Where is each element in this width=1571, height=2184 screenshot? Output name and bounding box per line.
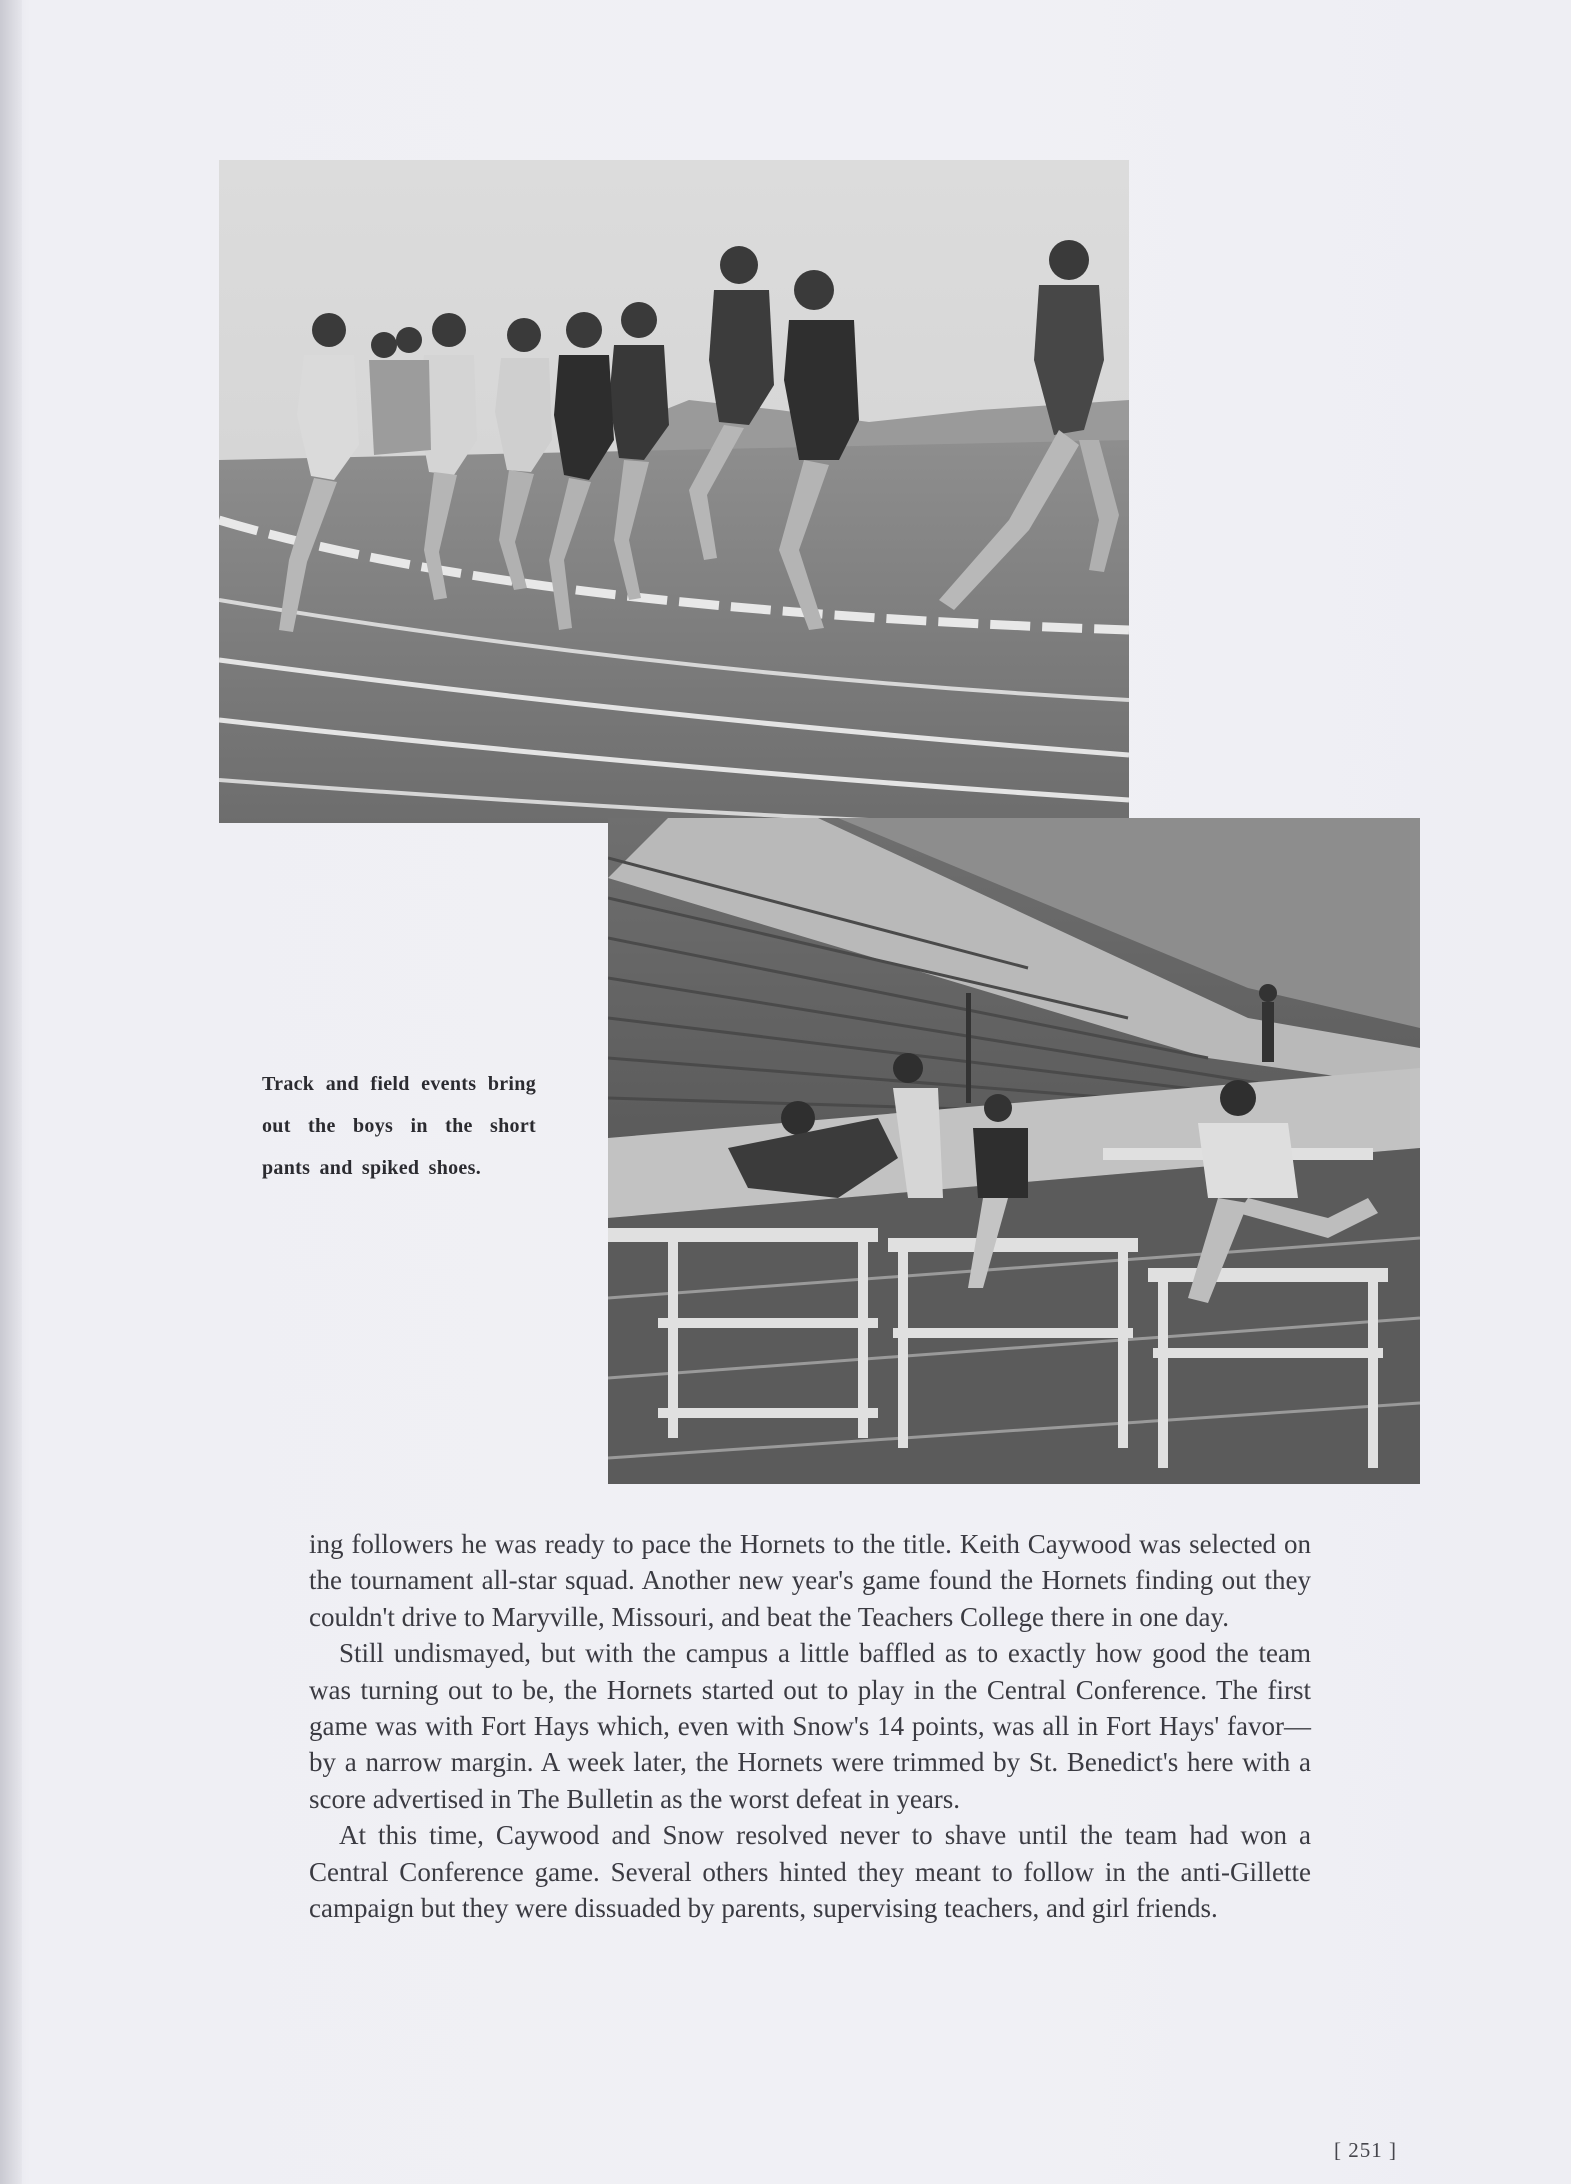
hurdlers-image	[608, 818, 1420, 1484]
body-paragraph: At this time, Caywood and Snow resolved never to shave until the team had won a Central Conference game. Several others hinted they meant to follow in the anti-Gillette campaign but they were dissuaded by parents, supervising teachers, and girl friends.	[309, 1820, 1311, 1924]
track-runners-image	[219, 160, 1129, 823]
article-body	[309, 1526, 1311, 1926]
page-number: [ 251 ]	[1334, 2138, 1397, 2162]
body-paragraph: ing followers he was ready to pace the Hornets to the title. Keith Caywood was selected on the tournament all-star squad. Another new year's game found the Hornets finding out they couldn't drive to Maryville, Missouri, and beat the Teachers College there in one day.	[309, 1529, 1311, 1632]
page-binding-edge	[0, 0, 22, 2184]
hurdlers-photo	[608, 818, 1420, 1484]
body-paragraph: Still undismayed, but with the campus a little baffled as to exactly how good the team was turning out to be, the Hornets started out to play in the Central Conference. The first game was with Fort Hays which, even with Snow's 14 points, was all in Fort Hays' favor—by a narrow margin. A week later, the Hornets were trimmed by St. Benedict's here with a score advertised in The Bulletin as the worst defeat in years.	[309, 1638, 1311, 1814]
track-runners-photo	[219, 160, 1129, 823]
photo-caption: Track and field events bring out the boys in the short pants and spiked shoes.	[262, 1073, 536, 1179]
